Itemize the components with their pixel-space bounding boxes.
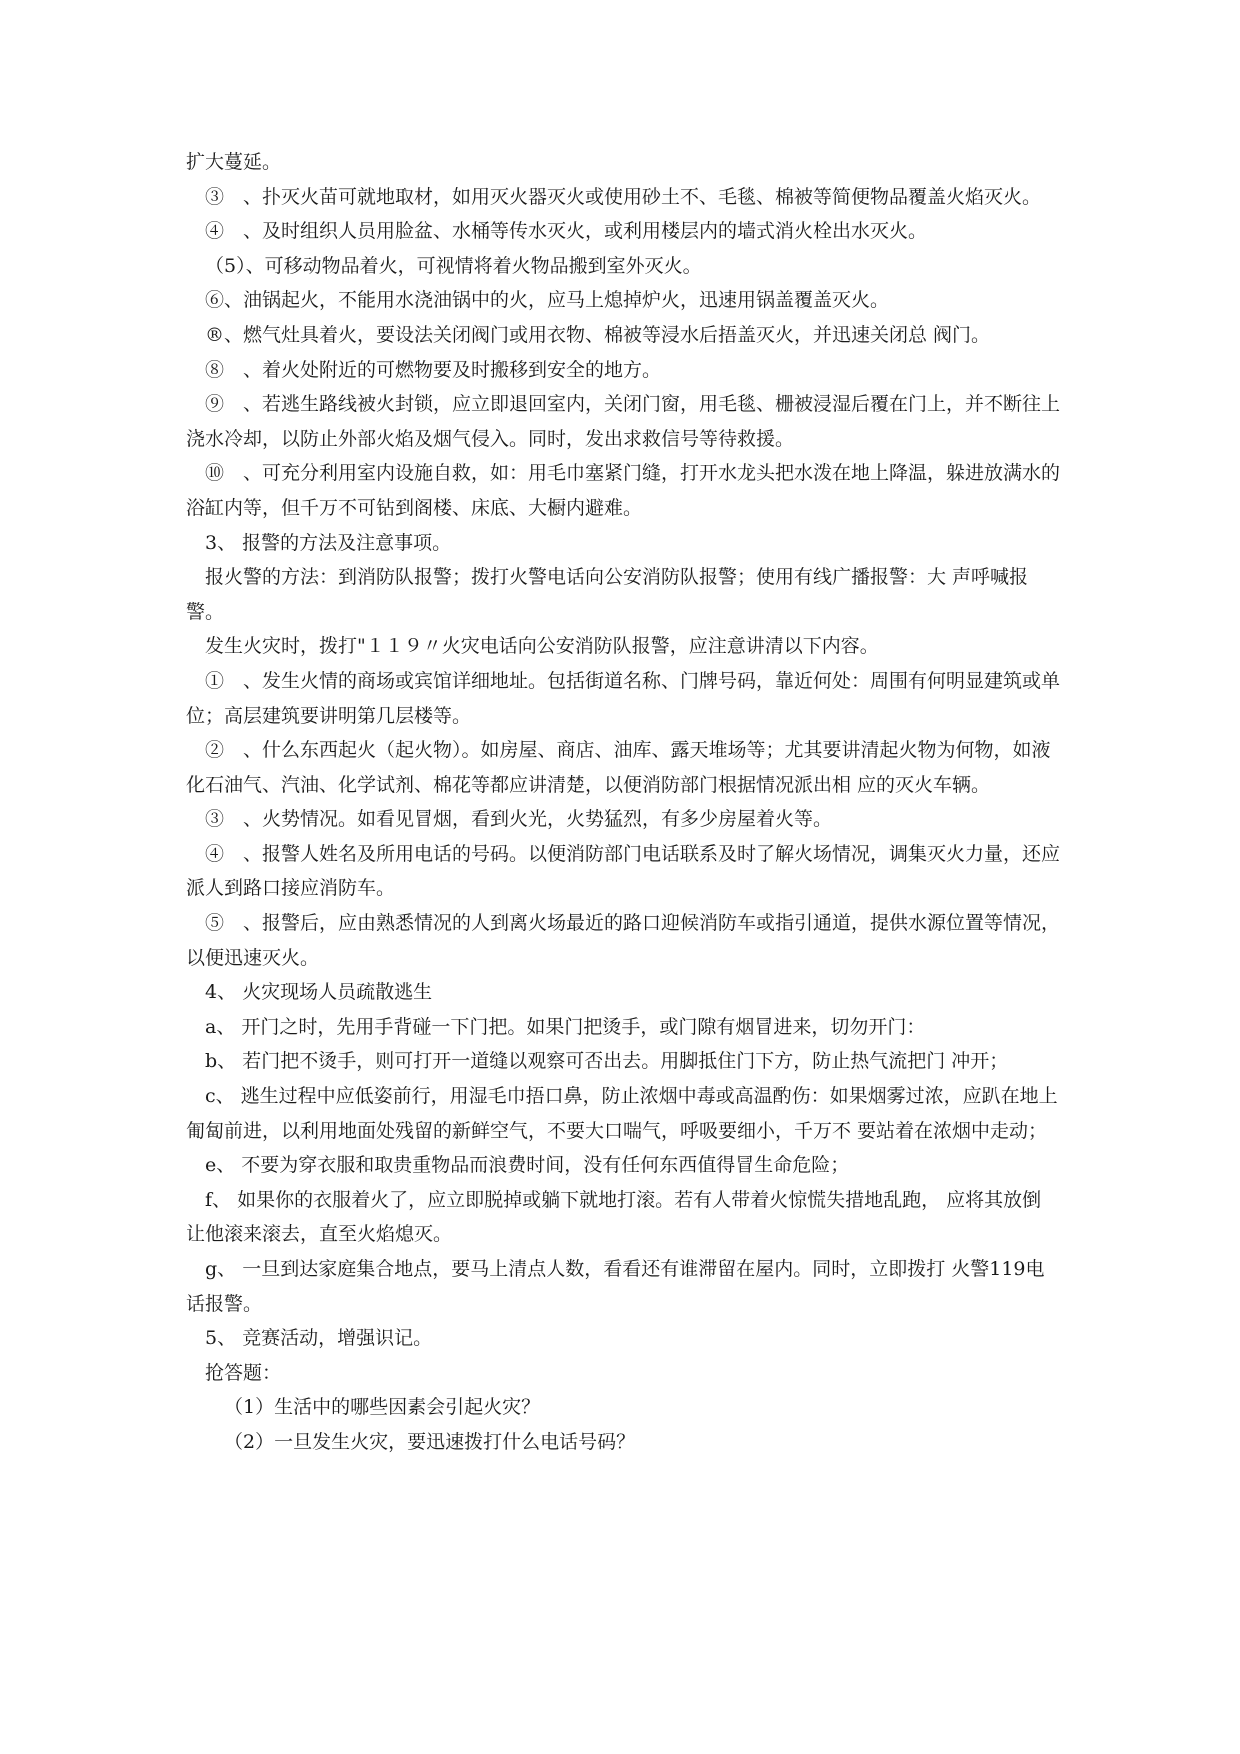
paragraph: 报火警的方法：到消防队报警；拨打火警电话向公安消防队报警；使用有线广播报警：大 声呼喊报警。 [186,566,1029,623]
paragraph: ④ 、及时组织人员用脸盆、水桶等传水灭火，或利用楼层内的墙式消火栓出水灭火。 [205,220,928,243]
paragraph: ⑤ 、报警后，应由熟悉情况的人到离火场最近的路口迎候消防车或指引通道，提供水源位置等情况，以便迅速灭火。 [186,912,1061,969]
paragraph: （2）一旦发生火灾，要迅速拨打什么电话号码？ [224,1430,636,1453]
paragraph: ④ 、报警人姓名及所用电话的号码。以便消防部门电话联系及时了解火场情况，调集灭火力量，还应派人到路口接应消防车。 [186,842,1061,900]
paragraph: 5、 竞赛活动，增强识记。 [205,1327,433,1350]
paragraph: ®、燃气灶具着火，要设法关闭阀门或用衣物、棉被等浸水后捂盖灭火，并迅速关闭总 阀门。 [205,323,991,346]
document-page [186,145,1060,1460]
paragraph: ⑧ 、着火处附近的可燃物要及时搬移到安全的地方。 [205,358,662,381]
paragraph: ① 、发生火情的商场或宾馆详细地址。包括街道名称、门牌号码，靠近何处：周围有何明显建筑或单位；高层建筑要讲明第几层楼等。 [186,669,1061,727]
paragraph: 3、 报警的方法及注意事项。 [205,531,452,554]
paragraph: 4、 火灾现场人员疏散逃生 [205,981,433,1004]
paragraph: a、 开门之时，先用手背碰一下门把。如果门把烫手，或门隙有烟冒进来，切勿开门： [205,1015,926,1038]
paragraph: （1）生活中的哪些因素会引起火灾？ [224,1396,541,1419]
paragraph: ⑩ 、可充分利用室内设施自救，如：用毛巾塞紧门缝，打开水龙头把水泼在地上降温，躲进放满水的浴缸内等，但千万不可钻到阁楼、床底、大橱内避难。 [186,462,1061,519]
paragraph: 扩大蔓延。 [186,151,282,173]
paragraph: e、 不要为穿衣服和取贵重物品而浪费时间，没有任何东西值得冒生命危险； [205,1154,850,1177]
paragraph: 抢答题： [205,1361,282,1384]
paragraph: （5）、可移动物品着火，可视情将着火物品搬到室外灭火。 [205,254,702,277]
paragraph: ⑨ 、若逃生路线被火封锁，应立即退回室内，关闭门窗，用毛毯、栅被浸湿后覆在门上，并不断往上浇水冷却，以防止外部火焰及烟气侵入。同时，发出求救信号等待救援。 [186,393,1061,450]
paragraph: b、 若门把不烫手，则可打开一道缝以观察可否出去。用脚抵住门下方，防止热气流把门 冲开； [205,1050,1009,1073]
paragraph: ③ 、扑灭火苗可就地取材，如用灭火器灭火或使用砂土不、毛毯、棉被等简便物品覆盖火焰灭火。 [205,185,1042,208]
paragraph: c、 逃生过程中应低姿前行，用湿毛巾捂口鼻，防止浓烟中毒或高温酌伤：如果烟雾过浓，应趴在地上匍匐前进，以利用地面处残留的新鲜空气，不要大口喘气，呼吸要细小，千万不 要站着在浓烟中走动； [186,1085,1058,1142]
paragraph: 发生火灾时，拨打"１１９〃火灾电话向公安消防队报警，应注意讲清以下内容。 [205,635,879,658]
paragraph: ⑥、油锅起火，不能用水浇油锅中的火，应马上熄掉炉火，迅速用锅盖覆盖灭火。 [205,289,890,312]
paragraph: g、 一旦到达家庭集合地点，要马上清点人数，看看还有谁滞留在屋内。同时，立即拨打 火警119电话报警。 [186,1258,1045,1315]
paragraph: ② 、什么东西起火（起火物）。如房屋、商店、油库、露天堆场等；尤其要讲清起火物为何物，如液化石油气、汽油、化学试剂、棉花等都应讲清楚，以便消防部门根据情况派出相 应的灭火车辆。 [186,739,1051,796]
paragraph: ③ 、火势情况。如看见冒烟，看到火光，火势猛烈，有多少房屋着火等。 [205,808,833,831]
paragraph: f、 如果你的衣服着火了，应立即脱掉或躺下就地打滚。若有人带着火惊慌失措地乱跑， 应将其放倒让他滚来滚去，直至火焰熄灭。 [186,1188,1042,1246]
